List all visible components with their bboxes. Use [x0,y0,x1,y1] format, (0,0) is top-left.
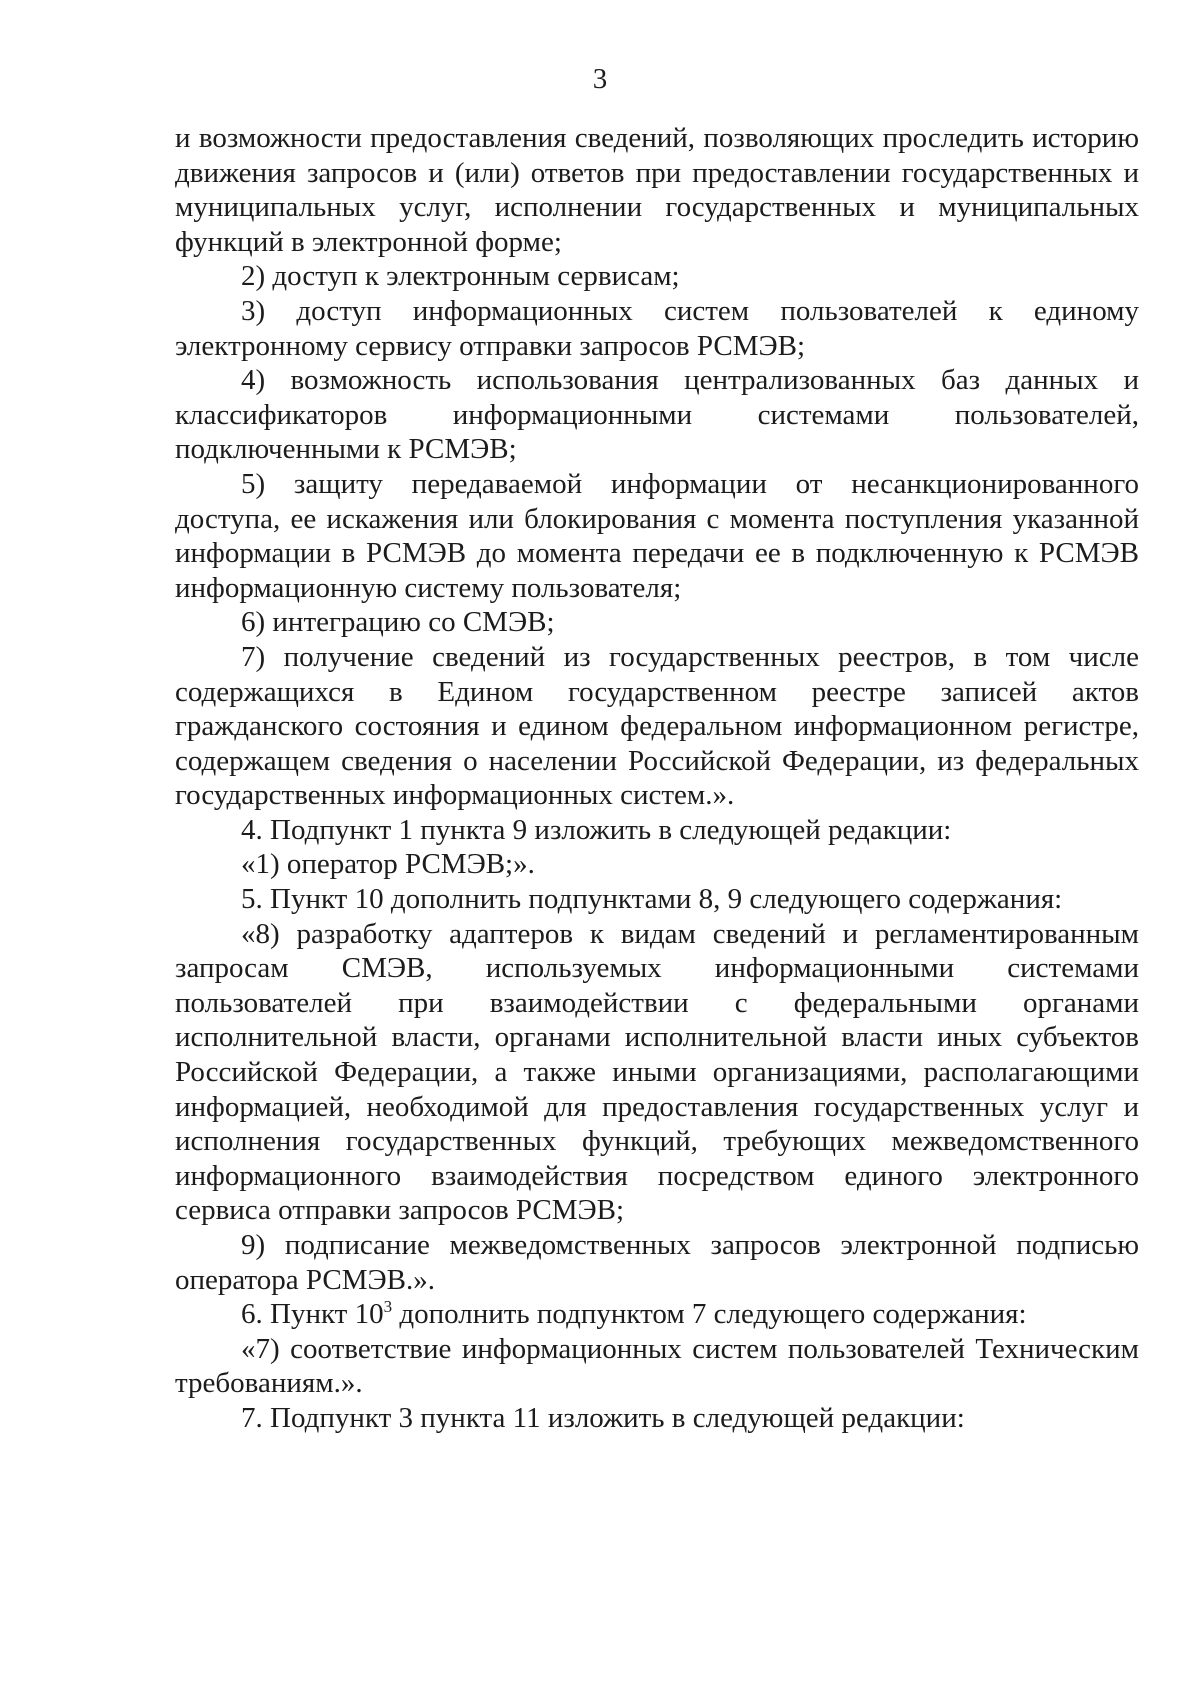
paragraph-clause-6 [175,1297,1139,1332]
paragraph-item-6: 6) интеграцию со СМЭВ; [241,606,555,639]
paragraph-clause-5: 5. Пункт 10 дополнить подпунктами 8, 9 следующего содержания: [241,883,1063,916]
paragraph-item-2: 2) доступ к электронным сервисам; [241,260,680,293]
page-number: 3 [592,63,608,95]
clause-6-text-after: дополнить подпунктом 7 следующего содержания: [392,1298,1027,1331]
paragraph-item-3: 3) доступ информационных систем пользователей к единому электронному сервису отправки запросов РСМЭВ; [175,294,1139,362]
paragraph-item-4: 4) возможность использования централизованных баз данных и классификаторов информационными системами пользователей, подключенными к РСМЭВ; [175,364,1139,466]
paragraph-item-5: 5) защиту передаваемой информации от несанкционированного доступа, ее искажения или блокирования с момента поступления указанной информации в РСМЭВ до момента передачи ее в подключенную к РСМЭВ информационную систему пользователя; [175,467,1139,604]
clause-6-superscript: 3 [383,1297,393,1317]
paragraph-clause-6-text: «7) соответствие информационных систем пользователей Техническим требованиям.». [175,1332,1139,1400]
paragraph-clause-4-text: «1) оператор РСМЭВ;». [241,848,535,881]
document-body [175,121,1139,1436]
paragraph-clause-5-item-8: «8) разработку адаптеров к видам сведений и регламентированным запросам СМЭВ, используемых информационными системами пользователей при взаимодействии с федеральными органами исполнительной власти, органами исполнительной власти иных субъектов Российской Федерации, а также иными организациями, располагающими информацией, необходимой для предоставления государственных услуг и исполнения государственных функций, требующих межведомственного информационного взаимодействия посредством единого электронного сервиса отправки запросов РСМЭВ; [175,917,1139,1227]
clause-6-text-before: 6. Пункт 10 [241,1298,384,1331]
paragraph-clause-5-item-9: 9) подписание межведомственных запросов электронной подписью оператора РСМЭВ.». [175,1229,1139,1296]
paragraph-clause-7: 7. Подпункт 3 пункта 11 изложить в следующей редакции: [241,1401,965,1434]
paragraph-item-7: 7) получение сведений из государственных реестров, в том числе содержащихся в Едином государственном реестре записей актов гражданского состояния и едином федеральном информационном регистре, содержащем сведения о населении Российской Федерации, из федеральных государственных информационных систем.». [175,640,1139,812]
paragraph-continuation: и возможности предоставления сведений, позволяющих проследить историю движения запросов и (или) ответов при предоставлении государственных и муниципальных услуг, исполнении государственных и муниципальных функций в электронной форме; [175,122,1139,258]
paragraph-clause-4: 4. Подпункт 1 пункта 9 изложить в следующей редакции: [241,813,952,846]
